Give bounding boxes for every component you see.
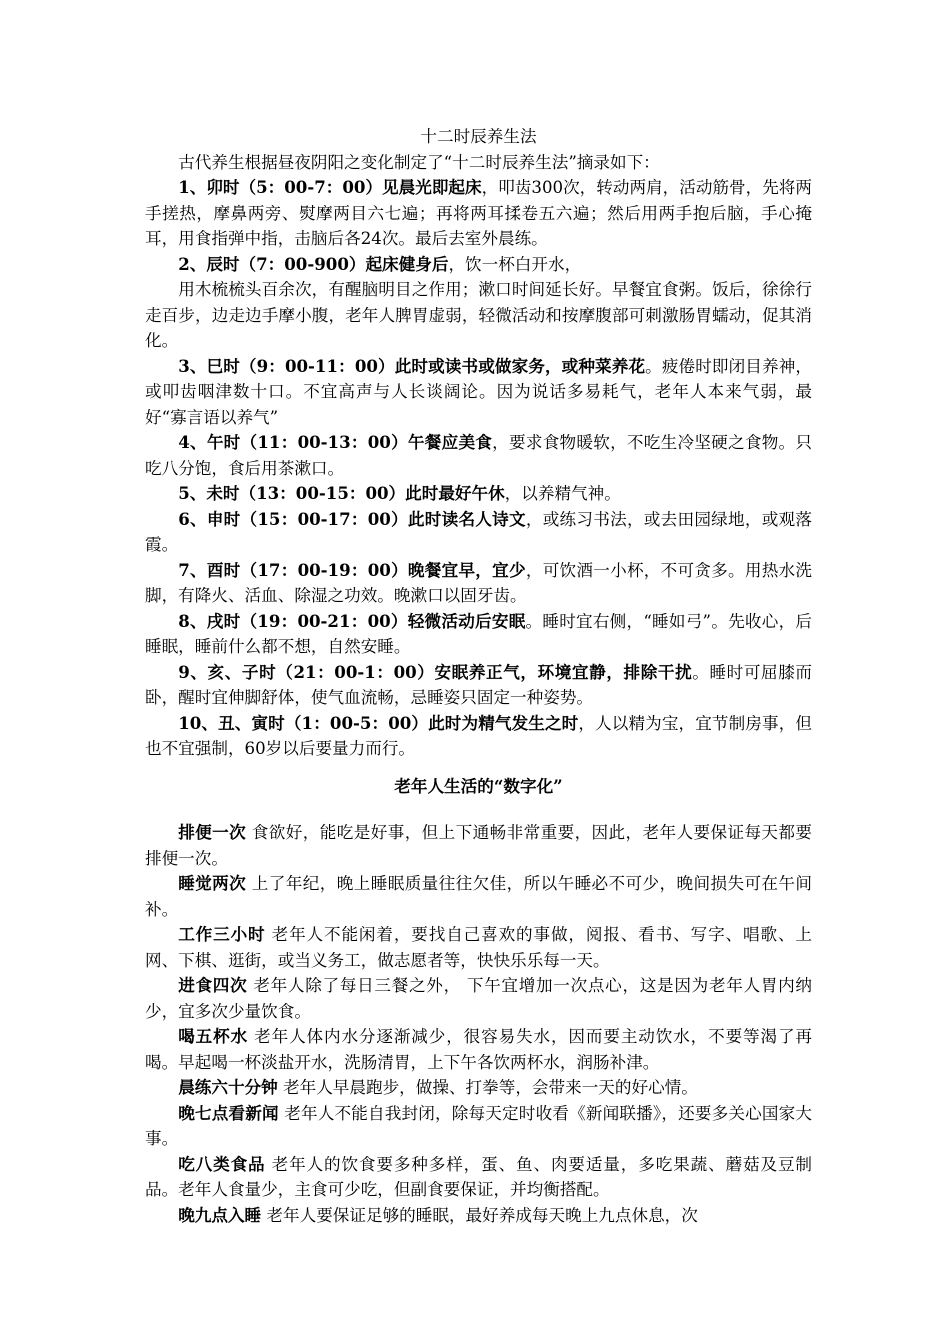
item-heading: 5、未时（13：00-15：00）此时最好午休 [178,483,505,503]
item-heading: 9、亥、子时（21：00-1：00）安眠养正气，环境宜静，排除干扰 [178,661,693,682]
list-item [145,1101,812,1152]
item-text: 食欲好，能吃是好事，但上下通畅非常重要，因此，老年人要保证每天都要排便一次。 [145,823,812,868]
item-text: 。疲倦时即闭目养神，或叩齿咽津数十口。不宜高声与人长谈阔论。因为说话多易耗气，老年人本来气弱，最好“寡言语以养气” [145,356,812,427]
list-item [145,871,812,922]
item-heading: 3、巳时（9：00-11：00）此时或读书或做家务，或种菜养花 [178,355,646,376]
list-item [145,711,812,762]
item-text: ，或练习书法，或去田园绿地，或观落霞。 [145,509,812,554]
item-heading: 进食四次 [178,975,248,995]
item-text: ，可饮酒一小杯，不可贪多。用热水洗脚，有降火、活血、除湿之功效。晚漱口以固牙齿。 [145,560,812,605]
item-heading: 吃八类食品 [178,1153,266,1174]
list-item [145,354,812,431]
item-text: 老年人不能自我封闭，除每天定时收看《新闻联播》，还要多关心国家大事。 [145,1103,812,1148]
item-heading: 睡觉两次 [178,873,247,893]
list-item [145,481,812,507]
list-item [145,922,812,973]
list-item [145,507,812,558]
item-text: ，要求食物暖软，不吃生冷坚硬之食物。只吃八分饱，食后用茶漱口。 [145,433,812,478]
item-text: ，饮一杯白开水， [448,254,582,274]
item-text: 老年人不能闲着，要找自己喜欢的事做，阅报、看书、写字、唱歌、上网、下棋、逛街，或当义务工，做志愿者等，快快乐乐每一天。 [145,925,812,970]
list-item [145,430,812,481]
item-text: 。睡时宜右侧，“睡如弓”。先收心，后睡眠，睡前什么都不想，自然安睡。 [145,611,812,656]
item-heading: 排便一次 [178,822,247,842]
list-item [145,558,812,609]
item-text: 老年人要保证足够的睡眠，最好养成每天晚上九点休息，次 [261,1205,698,1225]
item-text: 上了年纪，晚上睡眠质量往往欠佳，所以午睡必不可少，晚间损失可在午间补。 [145,874,812,919]
list-item [145,820,812,871]
item-text: 老年人的饮食要多种多样，蛋、鱼、肉要适量，多吃果蔬、蘑菇及豆制品。老年人食量少，主食可少吃，但副食要保证，并均衡搭配。 [145,1154,812,1199]
item-heading: 4、午时（11：00-13：00）午餐应美食 [178,432,493,452]
document-page [145,124,813,1225]
item-text: 老年人体内水分逐渐减少，很容易失水，因而要主动饮水，不要等渴了再喝。早起喝一杯淡盐开水，洗肠清胃，上下午各饮两杯水，润肠补津。 [145,1027,812,1072]
list-item [145,1024,812,1075]
item-text: 老年人早晨跑步，做操、打拳等，会带来一天的好心情。 [277,1078,698,1097]
item-text: 老年人除了每日三餐之外， 下午宜增加一次点心，这是因为老年人胃内纳少，宜多次少量饮食。 [145,976,813,1021]
item-heading: 2、辰时（7：00-900）起床健身后 [178,253,449,274]
list-item [145,609,812,660]
item-text: 用木梳梳头百余次，有醒脑明目之作用；漱口时间延长好。早餐宜食粥。饭后，徐徐行走百步，边走边手摩小腹，老年人脾胃虚弱，轻微活动和按摩腹部可刺激肠胃蠕动，促其消化。 [145,280,812,350]
item-text: ，人以精为宝，宜节制房事，但也不宜强制，60岁以后要量力而行。 [145,713,812,758]
section1-list [145,175,812,762]
item-heading: 1、卯时（5：00-7：00）见晨光即起床 [178,177,482,197]
list-item [145,660,812,711]
item-heading: 10、丑、寅时（1：00-5：00）此时为精气发生之时 [178,712,579,733]
item-text: 。睡时可屈膝而卧，醒时宜伸脚舒体，使气血流畅，忌睡姿只固定一种姿势。 [145,662,812,707]
list-item [145,973,812,1024]
item-heading: 7、酉时（17：00-19：00）晚餐宜早，宜少 [178,559,526,580]
list-item [145,1203,812,1229]
section1-intro: 古代养生根据昼夜阴阳之变化制定了“十二时辰养生法”摘录如下： [178,152,660,172]
list-item [145,252,812,278]
list-item [145,1075,812,1101]
item-heading: 晨练六十分钟 [178,1077,278,1097]
item-heading: 6、申时（15：00-17：00）此时读名人诗文 [178,508,526,529]
item-heading: 晚七点看新闻 [178,1102,279,1123]
list-item [145,277,812,354]
item-text: ，叩齿300次，转动两肩，活动筋骨，先将两手搓热，摩鼻两旁、熨摩两目六七遍；再将两耳揉卷五六遍；然后用两手抱后脑，手心掩耳，用食指弹中指，击脑后各24次。最后去室外晨练。 [145,178,812,248]
section1-title: 十二时辰养生法 [420,127,537,146]
item-heading: 晚九点入睡 [178,1204,262,1225]
item-heading: 8、戌时（19：00-21：00）轻微活动后安眠 [178,610,526,631]
list-item [145,175,812,252]
section2-list [145,820,812,1228]
section2-title: 老年人生活的“数字化” [394,776,563,796]
item-heading: 喝五杯水 [178,1026,249,1046]
item-text: ，以养精气神。 [504,484,621,503]
item-heading: 工作三小时 [178,924,266,944]
list-item [145,1152,812,1203]
